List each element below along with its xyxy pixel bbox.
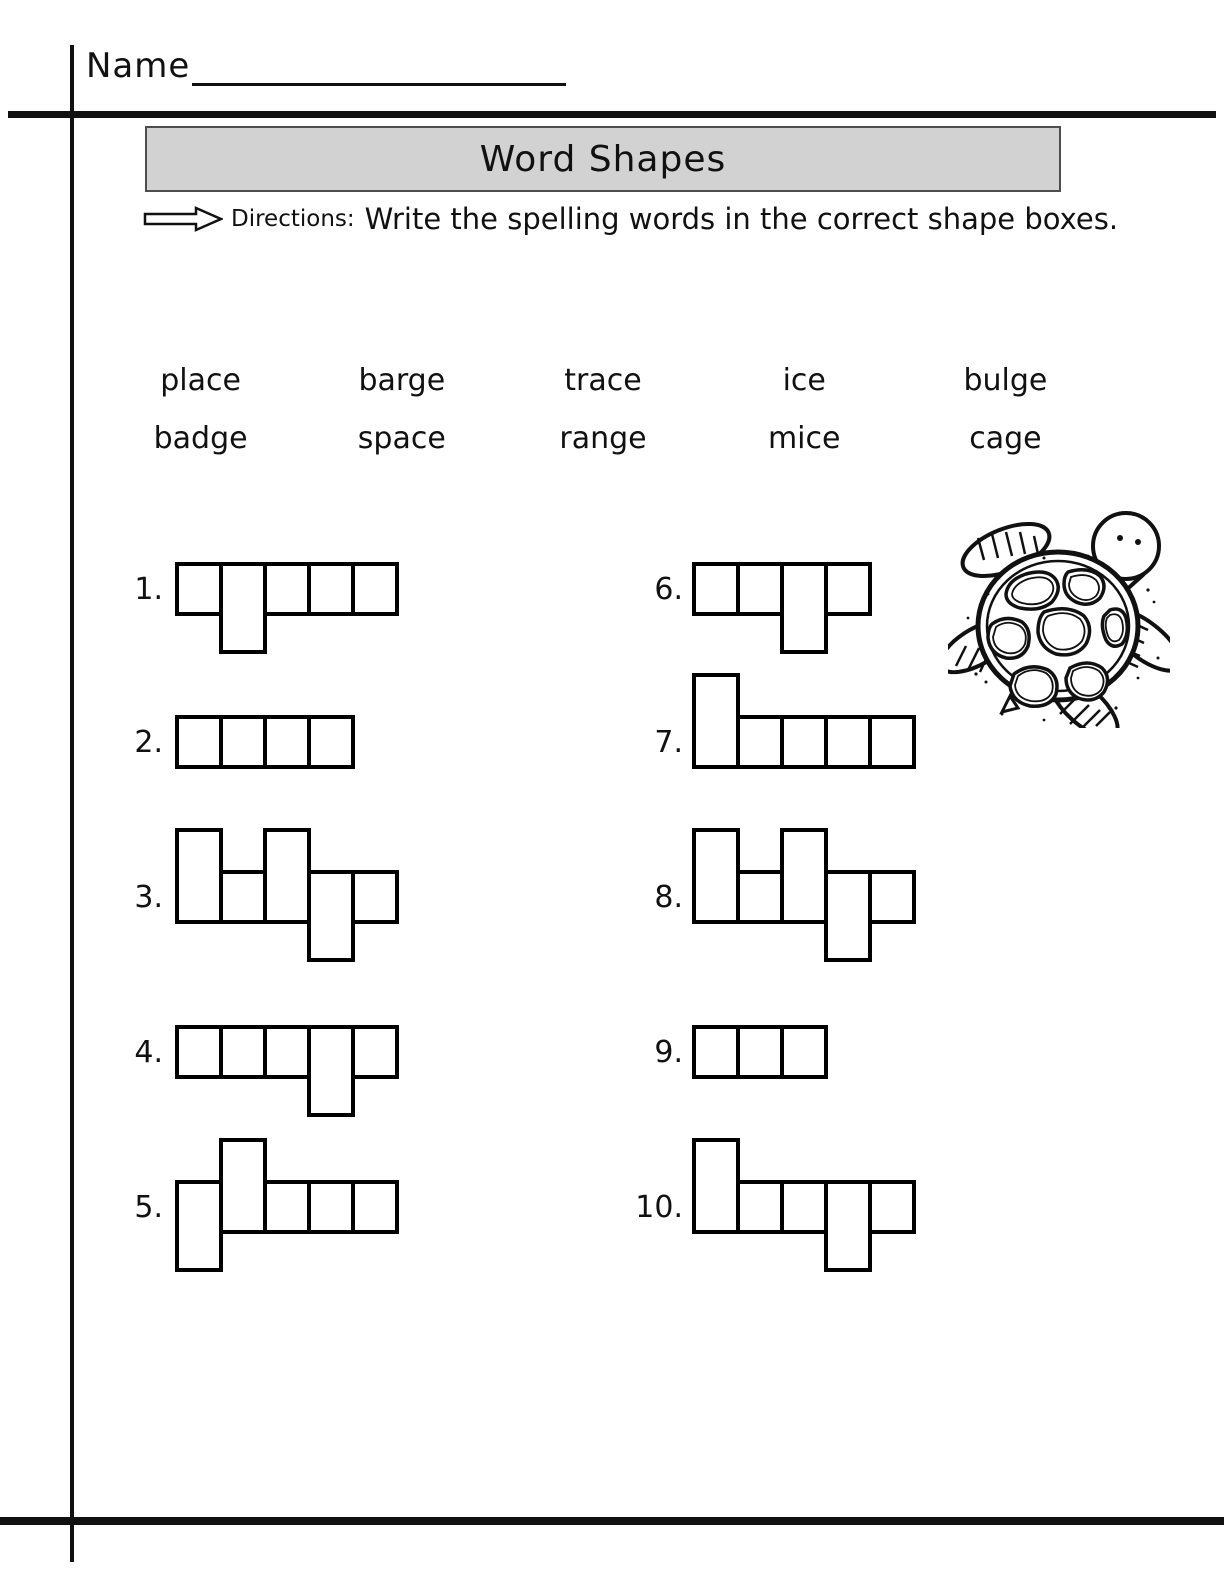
letter-box-n[interactable] [780,715,828,769]
letter-box-n[interactable] [263,1025,311,1079]
letter-box-n[interactable] [824,562,872,616]
letter-box-d[interactable] [824,870,872,962]
shape-number: 4. [134,1035,163,1070]
shape-puzzle [100,1138,403,1272]
letter-box-d[interactable] [780,562,828,654]
word-bank-word: space [357,421,446,456]
letter-box-n[interactable] [780,1180,828,1234]
top-rule-line [8,111,1216,118]
letter-box-n[interactable] [175,715,223,769]
shape-number: 5. [134,1190,163,1225]
letter-box-n[interactable] [736,870,784,924]
letter-box-n[interactable] [736,1180,784,1234]
directions-row [143,202,1118,236]
shape-puzzle [617,983,832,1117]
shape-puzzle [100,673,359,807]
letter-box-n[interactable] [175,562,223,616]
letter-box-a[interactable] [175,828,223,924]
letter-box-a[interactable] [263,828,311,924]
shape-puzzle [617,1138,920,1272]
word-bank-word: badge [153,421,248,456]
letter-box-a[interactable] [692,1138,740,1234]
letter-box-n[interactable] [868,870,916,924]
letter-box-n[interactable] [351,1025,399,1079]
shape-puzzle [617,828,920,962]
letter-box-n[interactable] [824,715,872,769]
sea-turtle-clipart-icon [948,498,1170,728]
bottom-rule-line [0,1517,1224,1525]
shape-number: 8. [654,880,683,915]
letter-box-n[interactable] [307,715,355,769]
word-bank-word: ice [782,363,826,398]
letter-box-d[interactable] [219,562,267,654]
letter-box-n[interactable] [868,715,916,769]
word-bank-word: trace [564,363,642,398]
letter-box-d[interactable] [307,1025,355,1117]
letter-box-n[interactable] [263,562,311,616]
shape-puzzle [100,828,403,962]
name-label: Name [86,46,191,86]
shape-puzzle [100,520,403,654]
shape-number: 1. [134,572,163,607]
letter-box-n[interactable] [263,1180,311,1234]
word-bank-word: barge [358,363,446,398]
word-bank-word: cage [969,421,1042,456]
shape-number: 9. [654,1035,683,1070]
letter-box-n[interactable] [736,562,784,616]
shape-number: 6. [654,572,683,607]
word-bank-word: mice [767,421,841,456]
letter-box-n[interactable] [263,715,311,769]
letter-box-n[interactable] [307,562,355,616]
letter-box-a[interactable] [780,828,828,924]
letter-box-a[interactable] [219,1138,267,1234]
shape-number: 3. [134,880,163,915]
letter-box-a[interactable] [692,673,740,769]
name-blank-line[interactable] [192,47,566,86]
letter-box-n[interactable] [351,562,399,616]
letter-box-n[interactable] [219,1025,267,1079]
left-margin-line [70,45,74,1562]
word-bank-word: place [160,363,241,398]
letter-box-a[interactable] [692,828,740,924]
letter-box-n[interactable] [868,1180,916,1234]
hollow-right-arrow-icon [143,206,223,232]
directions-text: Write the spelling words in the correct shape boxes. [364,202,1119,236]
shape-number: 10. [635,1190,683,1225]
letter-box-n[interactable] [175,1025,223,1079]
word-bank-row [100,352,1106,410]
word-bank-row [100,410,1106,468]
letter-box-d[interactable] [307,870,355,962]
word-bank-word: bulge [963,363,1048,398]
shape-number: 2. [134,725,163,760]
word-bank [100,352,1106,468]
shape-puzzle [617,673,920,807]
letter-box-n[interactable] [219,870,267,924]
letter-box-n[interactable] [736,1025,784,1079]
letter-box-n[interactable] [307,1180,355,1234]
directions-label: Directions: [231,206,355,232]
page-title: Word Shapes [479,138,727,180]
shape-puzzle [100,983,403,1117]
letter-box-n[interactable] [692,562,740,616]
title-banner [145,126,1061,192]
letter-box-n[interactable] [736,715,784,769]
name-row [86,46,566,86]
letter-box-d[interactable] [175,1180,223,1272]
shape-number: 7. [654,725,683,760]
word-bank-word: range [559,421,647,456]
letter-box-n[interactable] [351,1180,399,1234]
letter-box-n[interactable] [692,1025,740,1079]
letter-box-d[interactable] [824,1180,872,1272]
letter-box-n[interactable] [219,715,267,769]
shape-puzzle [617,520,876,654]
letter-box-n[interactable] [780,1025,828,1079]
letter-box-n[interactable] [351,870,399,924]
